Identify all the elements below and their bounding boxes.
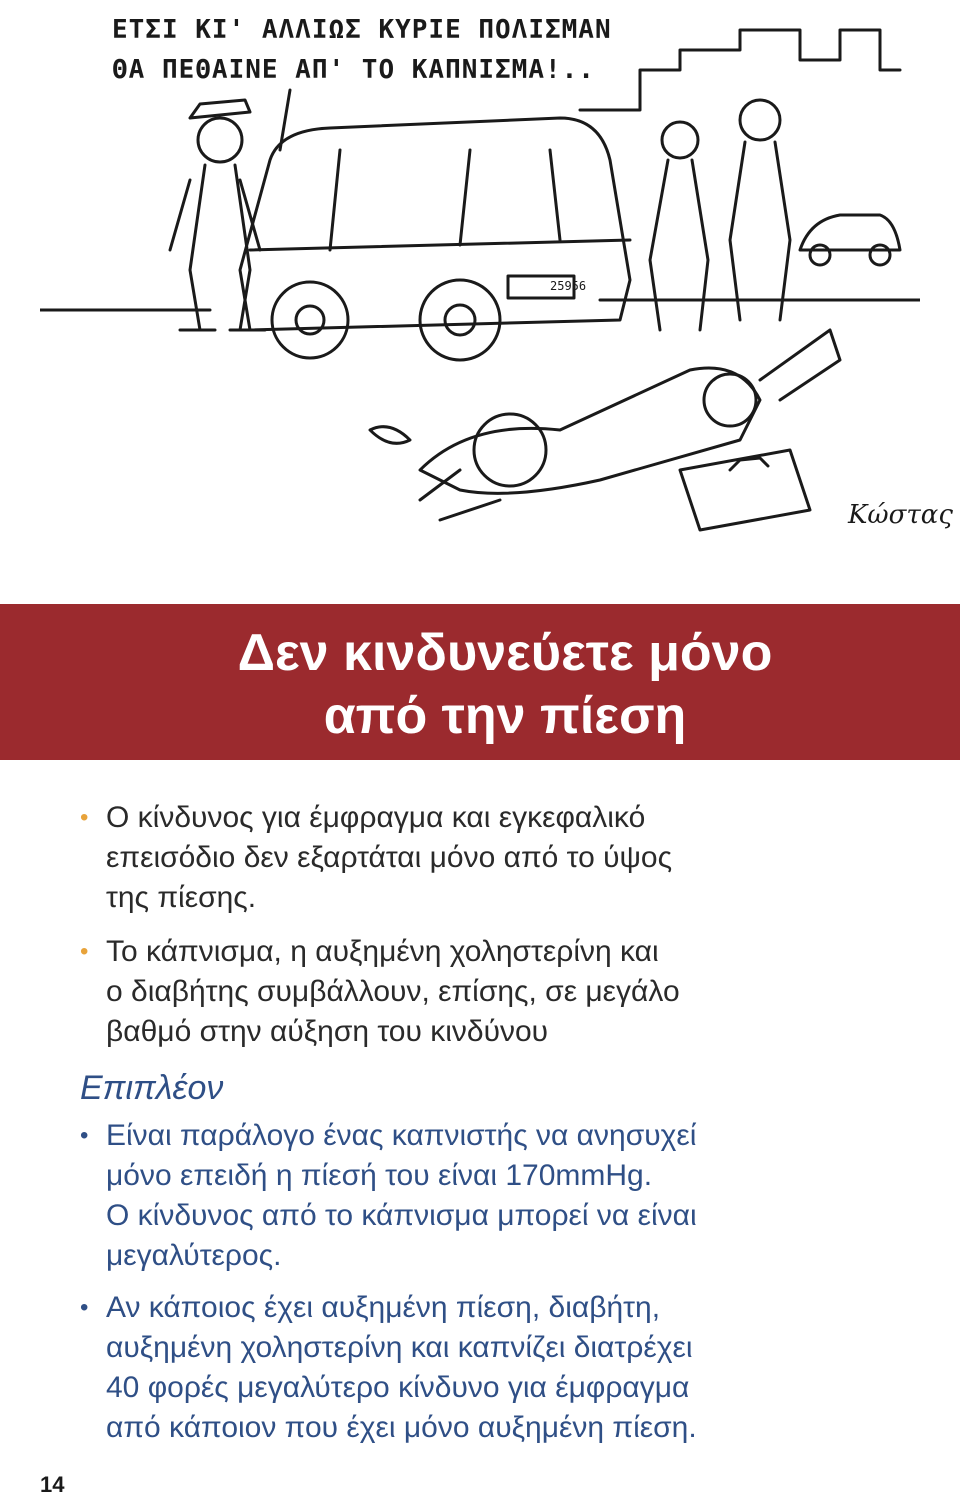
- bullet-text: Ο κίνδυνος για έμφραγμα και εγκεφαλικό επεισόδιο δεν εξαρτάται μόνο από το ύψος της πίεσης.: [106, 801, 673, 914]
- bullet-text: Είναι παράλογο ένας καπνιστής να ανησυχεί μόνο επειδή η πίεσή του είναι 170mmHg. Ο κίνδυνος από το κάπνισμα μπορεί να είναι μεγαλύτερος.: [106, 1119, 697, 1272]
- page-number: 14: [40, 1472, 65, 1497]
- policeman-head: [198, 118, 242, 162]
- hat: [370, 427, 410, 444]
- bystander-right-head: [740, 100, 780, 140]
- bullet-item: [80, 932, 940, 1052]
- artist-signature: Κώστας: [848, 500, 953, 530]
- bullet-dot-icon: •: [80, 938, 89, 965]
- bullet-item: [80, 1116, 940, 1276]
- page-title: Δεν κινδυνεύετε μόνο από την πίεση: [237, 624, 773, 745]
- bullet-dot-icon: •: [80, 1122, 89, 1149]
- bullet-item: [80, 1288, 940, 1448]
- briefcase: [680, 450, 810, 530]
- bystander-left-head: [662, 122, 698, 158]
- content-section: [80, 798, 940, 1448]
- bullet-dot-icon: •: [80, 804, 89, 831]
- bullet-text: Αν κάποιος έχει αυξημένη πίεση, διαβήτη, αυξημένη χοληστερίνη και καπνίζει διατρέχει 40 φορές μεγαλύτερο κίνδυνο για έμφραγμα από κάποιον που έχει μόνο αυξημένη πίεση.: [106, 1291, 697, 1444]
- car-wheel-right: [420, 280, 500, 360]
- bullet-dot-icon: •: [80, 1294, 89, 1321]
- cartoon-caption: ΕΤΣΙ ΚΙ' ΑΛΛΙΩΣ ΚΥΡΙΕ ΠΟΛΙΣΜΑΝ ΘΑ ΠΕΘΑΙΝΕ ΑΠ' ΤΟ ΚΑΠΝΙΣΜΑ!..: [112, 15, 612, 85]
- bullet-item: [80, 798, 940, 918]
- bullet-text: Το κάπνισμα, η αυξημένη χοληστερίνη και ο διαβήτης συμβάλλουν, επίσης, σε μεγάλο βαθμό στην αύξηση του κινδύνου: [106, 935, 680, 1048]
- license-plate-text: 25956: [550, 279, 587, 293]
- car-wheel-left: [272, 282, 348, 358]
- title-banner: [0, 604, 960, 760]
- cartoon-illustration: [40, 0, 953, 560]
- subheading: Επιπλέον: [80, 1069, 224, 1107]
